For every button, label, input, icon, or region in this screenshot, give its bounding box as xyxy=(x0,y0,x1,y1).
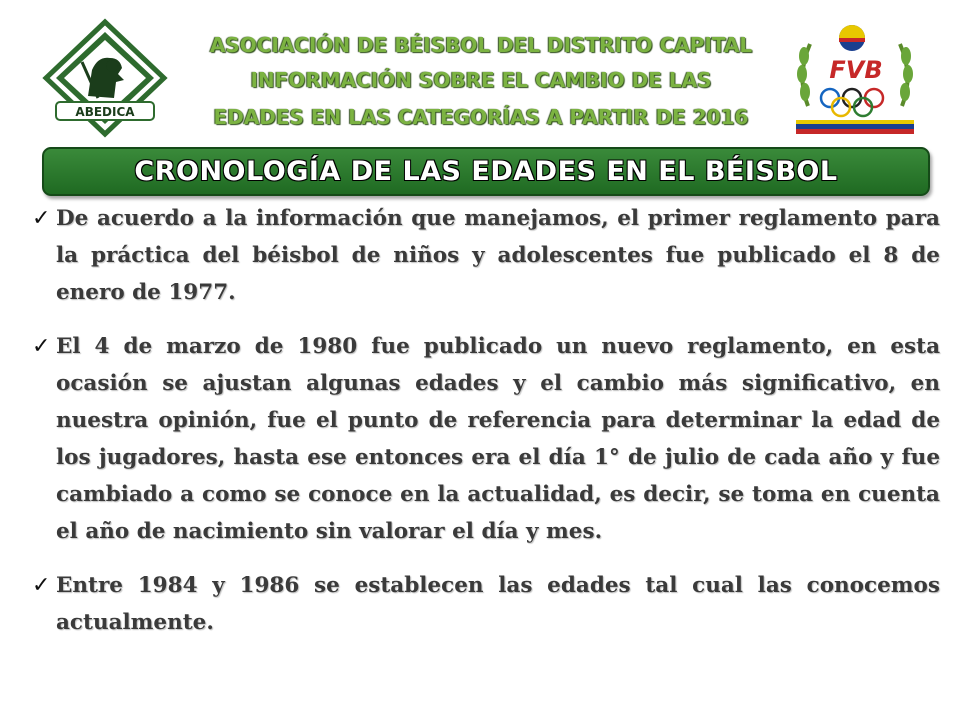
section-title-banner: CRONOLOGÍA DE LAS EDADES EN EL BÉISBOL xyxy=(42,147,930,196)
header-line-2: INFORMACIÓN SOBRE EL CAMBIO DE LAS xyxy=(250,68,712,92)
abedica-logo xyxy=(40,18,170,138)
abedica-logo-text: ABEDICA xyxy=(75,105,135,119)
check-icon: ✓ xyxy=(32,573,51,598)
list-item xyxy=(18,328,940,550)
fvb-logo xyxy=(790,16,920,142)
check-icon: ✓ xyxy=(32,206,51,231)
fvb-logo-text: FVB xyxy=(829,56,883,84)
header-line-1: ASOCIACIÓN DE BÉISBOL DEL DISTRITO CAPITAL xyxy=(209,33,753,57)
check-icon: ✓ xyxy=(32,334,51,359)
list-item xyxy=(18,200,940,311)
list-item-text: De acuerdo a la información que manejamos, el primer reglamento para la práctica del béisbol de niños y adolescentes fue publicado el 8 de enero de 1977. xyxy=(56,206,940,305)
list-item xyxy=(18,567,940,641)
list-item-text: El 4 de marzo de 1980 fue publicado un nuevo reglamento, en esta ocasión se ajustan algunas edades y el cambio más significativo, en nuestra opinión, fue el punto de referencia para determinar la edad de los jugadores, hasta ese entonces era el día 1° de julio de cada año y fue cambiado a como se conoce en la actualidad, es decir, se toma en cuenta el año de nacimiento sin valorar el día y mes. xyxy=(56,334,940,544)
header-line-3: EDADES EN LAS CATEGORÍAS A PARTIR DE 2016 xyxy=(213,105,749,129)
content-list xyxy=(18,200,940,658)
list-item-text: Entre 1984 y 1986 se establecen las edades tal cual las conocemos actualmente. xyxy=(56,573,940,635)
